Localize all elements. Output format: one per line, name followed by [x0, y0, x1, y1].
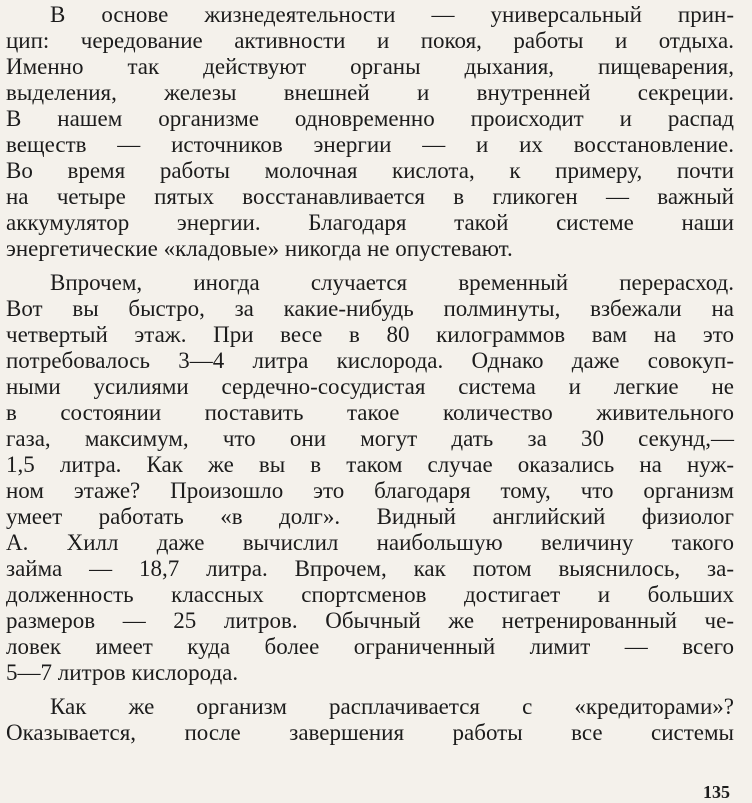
- text-line: ными усилиями сердечно-сосудистая система и легкие не: [6, 374, 734, 399]
- text-line: Как же организм расплачивается с «кредиторами»?: [50, 694, 734, 719]
- text-line: потребовалось 3—4 литра кислорода. Однако даже совокуп-: [6, 348, 734, 373]
- text-line: Вот вы быстро, за какие-нибудь полминуты, взбежали на: [6, 296, 734, 321]
- text-line: газа, максимум, что они могут дать за 30 секунд,—: [6, 426, 734, 451]
- text-line: размеров — 25 литров. Обычный же нетренированный че-: [6, 608, 734, 633]
- text-line: 5—7 литров кислорода.: [6, 660, 239, 685]
- text-line: А. Хилл даже вычислил наибольшую величину такого: [6, 530, 734, 555]
- text-line: веществ — источников энергии — и их восстановление.: [6, 132, 734, 157]
- text-line: В основе жизнедеятельности — универсальный прин-: [50, 2, 734, 27]
- text-line: в состоянии поставить такое количество живительного: [6, 400, 734, 425]
- text-line: Во время работы молочная кислота, к примеру, почти: [6, 158, 734, 183]
- text-line: на четыре пятых восстанавливается в гликоген — важный: [6, 184, 734, 209]
- text-line: долженность классных спортсменов достигает и больших: [6, 582, 734, 607]
- text-line: аккумулятор энергии. Благодаря такой системе наши: [6, 210, 734, 235]
- text-line: 1,5 литра. Как же вы в таком случае оказались на нуж-: [6, 452, 734, 477]
- page-number: 135: [703, 782, 730, 802]
- text-line: Оказывается, после завершения работы все системы: [6, 720, 734, 745]
- text-line: четвертый этаж. При весе в 80 килограммов вам на это: [6, 322, 734, 347]
- text-line: цип: чередование активности и покоя, работы и отдыха.: [6, 28, 734, 53]
- text-line: займа — 18,7 литра. Впрочем, как потом выяснилось, за-: [6, 556, 734, 581]
- text-line: Именно так действуют органы дыхания, пищеварения,: [6, 54, 734, 79]
- text-line: ном этаже? Произошло это благодаря тому, что организм: [6, 478, 734, 503]
- text-line: энергетические «кладовые» никогда не опустевают.: [6, 236, 513, 261]
- text-line: Впрочем, иногда случается временный перерасход.: [50, 270, 734, 295]
- text-line: умеет работать «в долг». Видный английский физиолог: [6, 504, 734, 529]
- text-line: ловек имеет куда более ограниченный лимит — всего: [6, 634, 734, 659]
- text-line: В нашем организме одновременно происходит и распад: [6, 106, 734, 131]
- text-line: выделения, железы внешней и внутренней секреции.: [6, 80, 734, 105]
